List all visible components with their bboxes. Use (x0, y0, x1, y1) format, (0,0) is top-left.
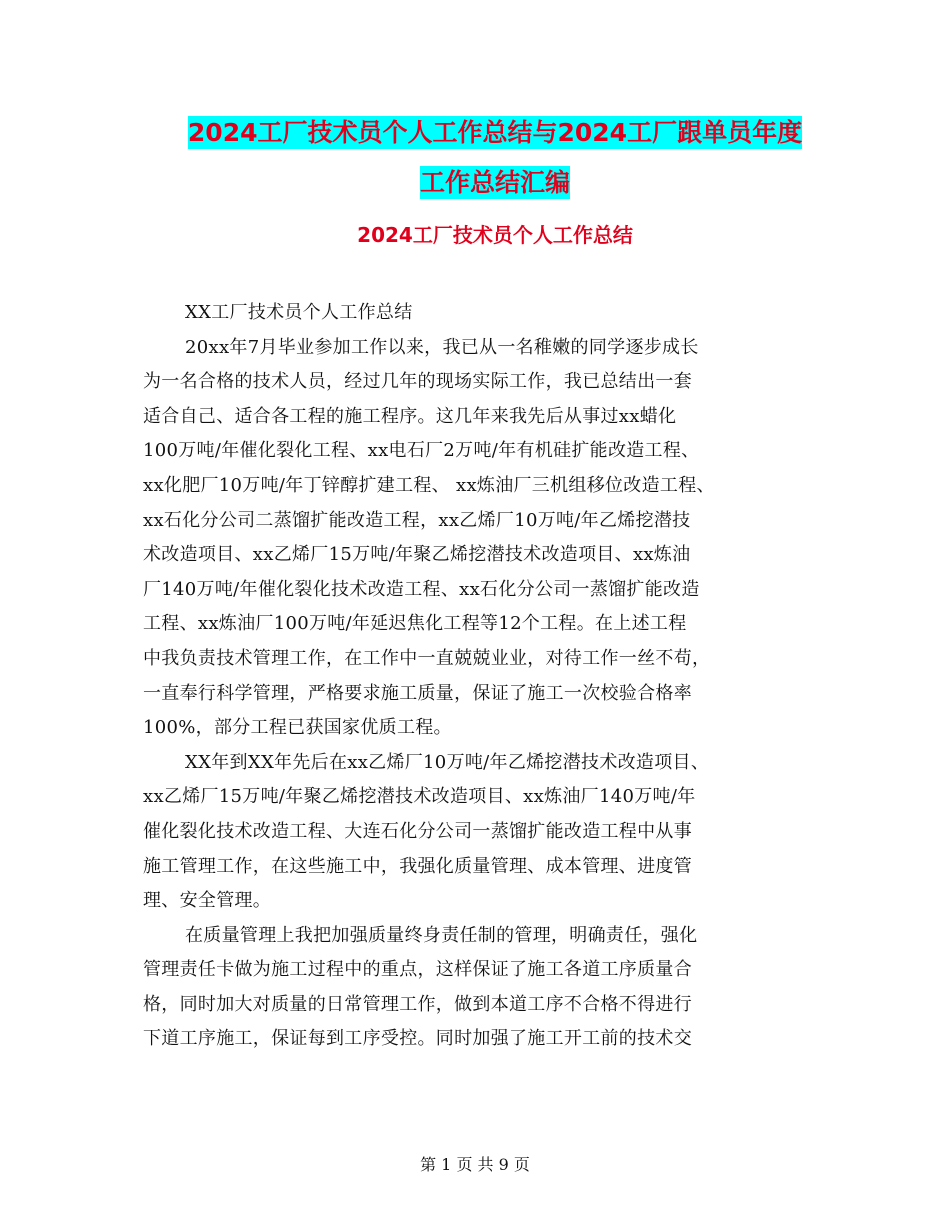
paragraph-line: 厂140万吨/年催化裂化技术改造工程、xx石化分公司一蒸馏扩能改造 (143, 578, 700, 600)
paragraph-line: XX年到XX年先后在xx乙烯厂10万吨/年乙烯挖潜技术改造项目、 (185, 751, 710, 773)
paragraph-line: 中我负责技术管理工作，在工作中一直兢兢业业，对待工作一丝不苟， (143, 647, 711, 669)
paragraph-line: 下道工序施工，保证每到工序受控。同时加强了施工开工前的技术交 (143, 1028, 692, 1050)
page-footer: 第 1 页 共 9 页 (420, 1155, 530, 1174)
paragraph-2 (143, 331, 823, 746)
paragraph-line: 施工管理工作，在这些施工中，我强化质量管理、成本管理、进度管 (143, 855, 692, 877)
paragraph-line: 术改造项目、xx乙烯厂15万吨/年聚乙烯挖潜技术改造项目、xx炼油 (143, 544, 691, 566)
paragraph-4 (143, 919, 823, 1057)
main-title-line-2: 工作总结汇编 (419, 168, 570, 197)
paragraph-line: xx石化分公司二蒸馏扩能改造工程，xx乙烯厂10万吨/年乙烯挖潜技 (143, 509, 691, 531)
paragraph-line: 适合自己、适合各工程的施工程序。这几年来我先后从事过xx蜡化 (143, 405, 677, 427)
document-main-title (140, 108, 850, 208)
main-title-line-1: 2024工厂技术员个人工作总结与2024工厂跟单员年度 (187, 118, 803, 147)
paragraph-line: 格，同时加大对质量的日常管理工作，做到本道工序不合格不得进行 (143, 993, 692, 1015)
paragraph-line: 在质量管理上我把加强质量终身责任制的管理，明确责任，强化 (185, 924, 698, 946)
paragraph-line: 理、安全管理。 (143, 890, 272, 912)
paragraph-line: 100%，部分工程已获国家优质工程。 (143, 717, 452, 739)
paragraph-line: 为一名合格的技术人员，经过几年的现场实际工作，我已总结出一套 (143, 371, 692, 393)
paragraph-line: 催化裂化技术改造工程、大连石化分公司一蒸馏扩能改造工程中从事 (143, 820, 692, 842)
paragraph-line: 管理责任卡做为施工过程中的重点，这样保证了施工各道工序质量合 (143, 959, 692, 981)
paragraph-line: 100万吨/年催化裂化工程、xx电石厂2万吨/年有机硅扩能改造工程、 (143, 440, 700, 462)
paragraph-3 (143, 746, 823, 919)
paragraph-line: xx乙烯厂15万吨/年聚乙烯挖潜技术改造项目、xx炼油厂140万吨/年 (143, 786, 696, 808)
paragraph-line: 工程、xx炼油厂100万吨/年延迟焦化工程等12个工程。在上述工程 (143, 613, 687, 635)
paragraph-line: 20xx年7月毕业参加工作以来，我已从一名稚嫩的同学逐步成长 (185, 336, 699, 358)
paragraph-line: xx化肥厂10万吨/年丁锌醇扩建工程、 xx炼油厂三机组移位改造工程、 (143, 474, 715, 496)
section-title: 2024工厂技术员个人工作总结 (357, 223, 633, 247)
paragraph-1 (143, 296, 823, 331)
document-body (143, 296, 823, 1057)
paragraph-line: XX工厂技术员个人工作总结 (185, 302, 413, 323)
paragraph-line: 一直奉行科学管理，严格要求施工质量，保证了施工一次校验合格率 (143, 682, 692, 704)
